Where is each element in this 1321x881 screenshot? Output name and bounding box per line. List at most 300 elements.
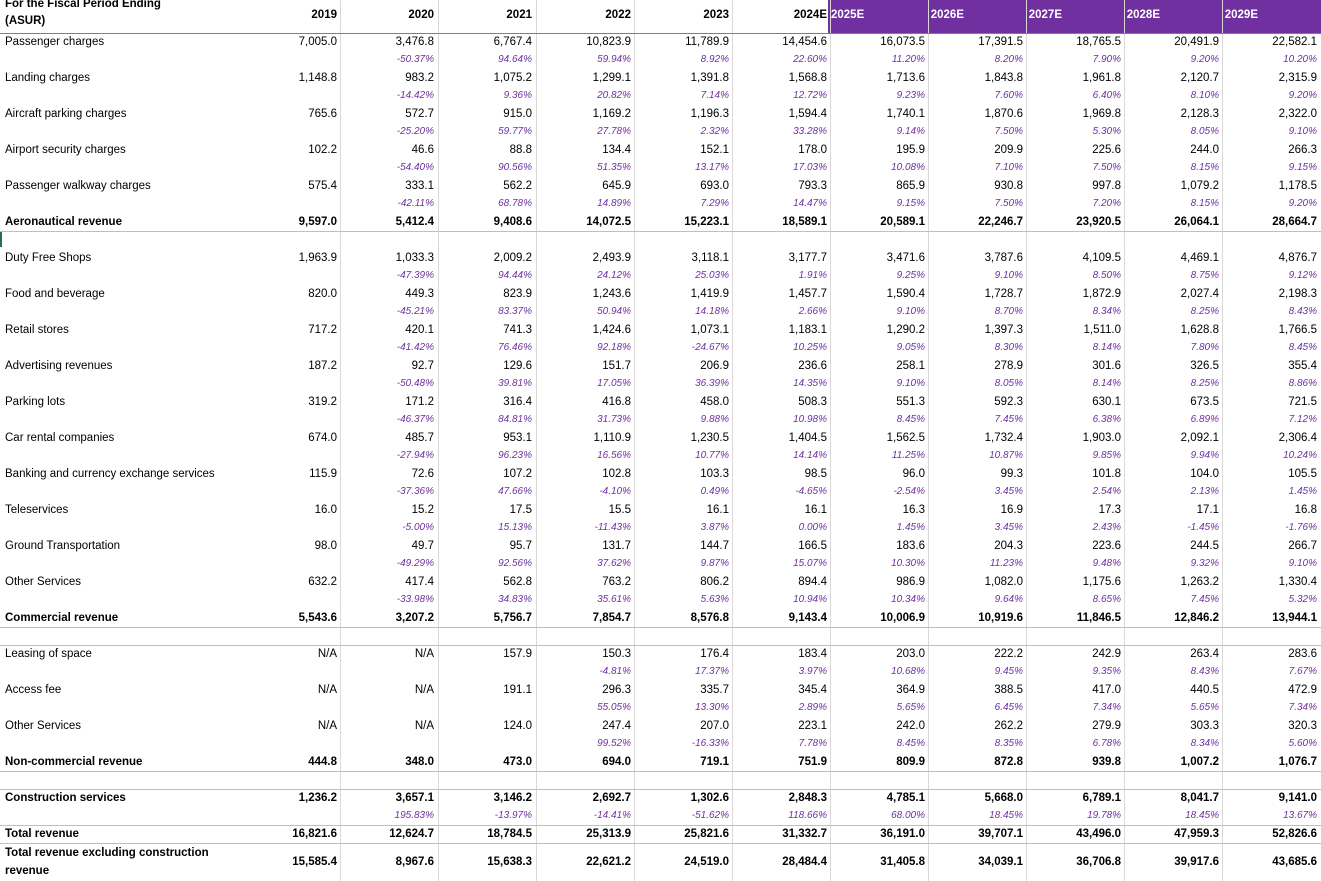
growth-cell[interactable]: 12.72%: [793, 90, 827, 101]
growth-cell[interactable]: 9.15%: [1288, 162, 1317, 173]
growth-cell[interactable]: 90.56%: [498, 162, 532, 173]
growth-cell[interactable]: -25.20%: [396, 126, 434, 137]
value-cell[interactable]: 12,846.2: [1174, 612, 1219, 624]
growth-cell[interactable]: 9.32%: [1190, 558, 1219, 569]
growth-cell[interactable]: 19.78%: [1087, 810, 1121, 821]
value-cell[interactable]: 1,628.8: [1180, 324, 1219, 336]
value-cell[interactable]: 14,454.6: [782, 36, 827, 48]
value-cell[interactable]: 416.8: [602, 396, 631, 408]
value-cell[interactable]: 562.8: [503, 576, 532, 588]
year-header[interactable]: 2026E: [930, 9, 964, 21]
value-cell[interactable]: 1,230.5: [690, 432, 729, 444]
growth-cell[interactable]: 31.73%: [597, 414, 631, 425]
growth-cell[interactable]: 7.45%: [1190, 594, 1219, 605]
value-cell[interactable]: 1,969.8: [1082, 108, 1121, 120]
value-cell[interactable]: 444.8: [308, 756, 337, 768]
value-cell[interactable]: 417.0: [1092, 684, 1121, 696]
value-cell[interactable]: 28,664.7: [1272, 216, 1317, 228]
growth-cell[interactable]: 2.13%: [1190, 486, 1219, 497]
value-cell[interactable]: 236.6: [798, 360, 827, 372]
value-cell[interactable]: 150.3: [602, 648, 631, 660]
value-cell[interactable]: 319.2: [308, 396, 337, 408]
growth-cell[interactable]: 15.13%: [498, 522, 532, 533]
value-cell[interactable]: 1,590.4: [886, 288, 925, 300]
value-cell[interactable]: 345.4: [798, 684, 827, 696]
growth-cell[interactable]: 9.20%: [1288, 198, 1317, 209]
growth-cell[interactable]: 9.10%: [896, 306, 925, 317]
value-cell[interactable]: 694.0: [602, 756, 631, 768]
growth-cell[interactable]: -1.76%: [1285, 522, 1317, 533]
growth-cell[interactable]: 94.44%: [498, 270, 532, 281]
value-cell[interactable]: 473.0: [503, 756, 532, 768]
value-cell[interactable]: 283.6: [1288, 648, 1317, 660]
value-cell[interactable]: 741.3: [503, 324, 532, 336]
growth-cell[interactable]: -51.62%: [691, 810, 729, 821]
value-cell[interactable]: 266.7: [1288, 540, 1317, 552]
value-cell[interactable]: 247.4: [602, 720, 631, 732]
growth-cell[interactable]: 9.94%: [1190, 450, 1219, 461]
value-cell[interactable]: 134.4: [602, 144, 631, 156]
value-cell[interactable]: 13,944.1: [1272, 612, 1317, 624]
value-cell[interactable]: 171.2: [405, 396, 434, 408]
value-cell[interactable]: 262.2: [994, 720, 1023, 732]
row-label[interactable]: Parking lots: [5, 396, 66, 408]
growth-cell[interactable]: 17.37%: [695, 666, 729, 677]
row-label[interactable]: Aeronautical revenue: [5, 216, 122, 228]
value-cell[interactable]: 4,876.7: [1278, 252, 1317, 264]
growth-cell[interactable]: 51.35%: [597, 162, 631, 173]
value-cell[interactable]: 485.7: [405, 432, 434, 444]
growth-cell[interactable]: 8.45%: [896, 414, 925, 425]
growth-cell[interactable]: -49.29%: [396, 558, 434, 569]
value-cell[interactable]: 1,302.6: [690, 792, 729, 804]
growth-cell[interactable]: 6.40%: [1092, 90, 1121, 101]
value-cell[interactable]: 1,740.1: [886, 108, 925, 120]
value-cell[interactable]: N/A: [317, 720, 337, 732]
value-cell[interactable]: 17,391.5: [978, 36, 1023, 48]
value-cell[interactable]: 1,175.6: [1082, 576, 1121, 588]
row-label[interactable]: Construction services: [5, 792, 126, 804]
value-cell[interactable]: 144.7: [700, 540, 729, 552]
growth-cell[interactable]: 10.87%: [989, 450, 1023, 461]
value-cell[interactable]: 3,118.1: [691, 252, 729, 264]
growth-cell[interactable]: -1.45%: [1187, 522, 1219, 533]
growth-cell[interactable]: 9.25%: [896, 270, 925, 281]
value-cell[interactable]: 316.4: [503, 396, 532, 408]
growth-cell[interactable]: 36.39%: [695, 378, 729, 389]
growth-cell[interactable]: 8.65%: [1092, 594, 1121, 605]
year-header[interactable]: 2020: [408, 9, 434, 21]
value-cell[interactable]: 187.2: [308, 360, 337, 372]
value-cell[interactable]: 36,191.0: [880, 828, 925, 840]
growth-cell[interactable]: 8.43%: [1288, 306, 1317, 317]
growth-cell[interactable]: 39.81%: [498, 378, 532, 389]
value-cell[interactable]: 440.5: [1190, 684, 1219, 696]
growth-cell[interactable]: 59.77%: [498, 126, 532, 137]
growth-cell[interactable]: -33.98%: [396, 594, 434, 605]
value-cell[interactable]: 16.1: [804, 504, 827, 516]
growth-cell[interactable]: 96.23%: [498, 450, 532, 461]
value-cell[interactable]: 1,075.2: [493, 72, 532, 84]
value-cell[interactable]: 1,076.7: [1278, 756, 1317, 768]
growth-cell[interactable]: -50.48%: [396, 378, 434, 389]
value-cell[interactable]: 326.5: [1190, 360, 1219, 372]
value-cell[interactable]: 1,178.5: [1278, 180, 1317, 192]
value-cell[interactable]: 630.1: [1092, 396, 1121, 408]
growth-cell[interactable]: 50.94%: [597, 306, 631, 317]
value-cell[interactable]: 206.9: [700, 360, 729, 372]
growth-cell[interactable]: 9.15%: [896, 198, 925, 209]
value-cell[interactable]: 23,920.5: [1076, 216, 1121, 228]
value-cell[interactable]: 1,148.8: [298, 72, 337, 84]
value-cell[interactable]: 2,120.7: [1180, 72, 1219, 84]
value-cell[interactable]: 279.9: [1092, 720, 1121, 732]
growth-cell[interactable]: 10.77%: [695, 450, 729, 461]
value-cell[interactable]: 364.9: [896, 684, 925, 696]
value-cell[interactable]: 721.5: [1288, 396, 1317, 408]
value-cell[interactable]: 1,397.3: [984, 324, 1023, 336]
row-label[interactable]: Landing charges: [5, 72, 91, 84]
value-cell[interactable]: 36,706.8: [1076, 856, 1121, 868]
value-cell[interactable]: 242.0: [896, 720, 925, 732]
growth-cell[interactable]: 9.88%: [700, 414, 729, 425]
growth-cell[interactable]: 9.36%: [503, 90, 532, 101]
growth-cell[interactable]: 8.86%: [1288, 378, 1317, 389]
value-cell[interactable]: 263.4: [1190, 648, 1219, 660]
value-cell[interactable]: 3,207.2: [395, 612, 434, 624]
growth-cell[interactable]: 2.43%: [1092, 522, 1121, 533]
value-cell[interactable]: 2,322.0: [1278, 108, 1317, 120]
value-cell[interactable]: N/A: [317, 648, 337, 660]
growth-cell[interactable]: 9.35%: [1092, 666, 1121, 677]
value-cell[interactable]: 16,073.5: [880, 36, 925, 48]
value-cell[interactable]: 98.5: [804, 468, 827, 480]
year-header[interactable]: 2024E: [793, 9, 827, 21]
growth-cell[interactable]: 8.50%: [1092, 270, 1121, 281]
value-cell[interactable]: 1,404.5: [788, 432, 827, 444]
value-cell[interactable]: 417.4: [405, 576, 434, 588]
value-cell[interactable]: 1,007.2: [1180, 756, 1219, 768]
growth-cell[interactable]: 14.35%: [793, 378, 827, 389]
growth-cell[interactable]: 94.64%: [498, 54, 532, 65]
growth-cell[interactable]: 55.05%: [597, 702, 631, 713]
growth-cell[interactable]: 8.70%: [994, 306, 1023, 317]
value-cell[interactable]: 1,713.6: [886, 72, 925, 84]
value-cell[interactable]: 296.3: [602, 684, 631, 696]
growth-cell[interactable]: 7.90%: [1092, 54, 1121, 65]
growth-cell[interactable]: 3.45%: [994, 522, 1023, 533]
value-cell[interactable]: 28,484.4: [782, 856, 827, 868]
value-cell[interactable]: 102.2: [308, 144, 337, 156]
growth-cell[interactable]: 10.94%: [793, 594, 827, 605]
value-cell[interactable]: 14,072.5: [586, 216, 631, 228]
growth-cell[interactable]: 13.67%: [1283, 810, 1317, 821]
value-cell[interactable]: 355.4: [1288, 360, 1317, 372]
value-cell[interactable]: 1,391.8: [690, 72, 729, 84]
value-cell[interactable]: 178.0: [798, 144, 827, 156]
value-cell[interactable]: 258.1: [896, 360, 925, 372]
value-cell[interactable]: 3,177.7: [788, 252, 827, 264]
growth-cell[interactable]: 8.35%: [994, 738, 1023, 749]
growth-cell[interactable]: 7.50%: [994, 198, 1023, 209]
growth-cell[interactable]: 9.20%: [1190, 54, 1219, 65]
value-cell[interactable]: 17.1: [1196, 504, 1219, 516]
growth-cell[interactable]: 18.45%: [1185, 810, 1219, 821]
value-cell[interactable]: 15,223.1: [684, 216, 729, 228]
growth-cell[interactable]: 10.24%: [1283, 450, 1317, 461]
growth-cell[interactable]: -13.97%: [494, 810, 532, 821]
value-cell[interactable]: 693.0: [700, 180, 729, 192]
value-cell[interactable]: 5,412.4: [395, 216, 434, 228]
value-cell[interactable]: 131.7: [602, 540, 631, 552]
growth-cell[interactable]: 17.03%: [793, 162, 827, 173]
growth-cell[interactable]: 8.75%: [1190, 270, 1219, 281]
growth-cell[interactable]: 20.82%: [597, 90, 631, 101]
value-cell[interactable]: 674.0: [308, 432, 337, 444]
value-cell[interactable]: 1,110.9: [593, 432, 631, 444]
value-cell[interactable]: 320.3: [1288, 720, 1317, 732]
value-cell[interactable]: 17.3: [1098, 504, 1121, 516]
value-cell[interactable]: 10,006.9: [880, 612, 925, 624]
value-cell[interactable]: 25,821.6: [684, 828, 729, 840]
value-cell[interactable]: 8,967.6: [395, 856, 434, 868]
growth-cell[interactable]: -4.81%: [599, 666, 631, 677]
value-cell[interactable]: 115.9: [309, 468, 337, 480]
row-label[interactable]: Advertising revenues: [5, 360, 113, 372]
growth-cell[interactable]: 7.50%: [994, 126, 1023, 137]
value-cell[interactable]: 6,789.1: [1082, 792, 1121, 804]
value-cell[interactable]: 244.5: [1190, 540, 1219, 552]
value-cell[interactable]: 2,692.7: [592, 792, 631, 804]
growth-cell[interactable]: 5.30%: [1092, 126, 1121, 137]
growth-cell[interactable]: 8.34%: [1190, 738, 1219, 749]
value-cell[interactable]: 266.3: [1288, 144, 1317, 156]
growth-cell[interactable]: 9.05%: [896, 342, 925, 353]
value-cell[interactable]: 420.1: [405, 324, 434, 336]
year-header[interactable]: 2029E: [1224, 9, 1258, 21]
growth-cell[interactable]: 8.25%: [1190, 306, 1219, 317]
growth-cell[interactable]: 8.15%: [1190, 198, 1219, 209]
value-cell[interactable]: 2,027.4: [1180, 288, 1219, 300]
growth-cell[interactable]: 68.00%: [891, 810, 925, 821]
growth-cell[interactable]: 6.89%: [1190, 414, 1219, 425]
value-cell[interactable]: 348.0: [405, 756, 434, 768]
growth-cell[interactable]: 15.07%: [793, 558, 827, 569]
value-cell[interactable]: 15.5: [608, 504, 631, 516]
value-cell[interactable]: 809.9: [896, 756, 925, 768]
value-cell[interactable]: 4,785.1: [886, 792, 925, 804]
growth-cell[interactable]: 3.45%: [994, 486, 1023, 497]
growth-cell[interactable]: 76.46%: [498, 342, 532, 353]
growth-cell[interactable]: 11.23%: [989, 558, 1023, 569]
value-cell[interactable]: 4,109.5: [1082, 252, 1121, 264]
value-cell[interactable]: 1,169.2: [592, 108, 631, 120]
row-label[interactable]: Other Services: [5, 720, 82, 732]
value-cell[interactable]: 4,469.1: [1180, 252, 1219, 264]
growth-cell[interactable]: 6.45%: [994, 702, 1023, 713]
value-cell[interactable]: 939.8: [1092, 756, 1121, 768]
value-cell[interactable]: 98.0: [314, 540, 337, 552]
value-cell[interactable]: 592.3: [994, 396, 1023, 408]
value-cell[interactable]: 1,243.6: [592, 288, 631, 300]
value-cell[interactable]: 1,419.9: [690, 288, 729, 300]
value-cell[interactable]: 204.3: [994, 540, 1023, 552]
value-cell[interactable]: 17.5: [509, 504, 532, 516]
growth-cell[interactable]: 7.29%: [700, 198, 729, 209]
value-cell[interactable]: 49.7: [411, 540, 434, 552]
value-cell[interactable]: 793.3: [798, 180, 827, 192]
growth-cell[interactable]: 2.66%: [798, 306, 827, 317]
growth-cell[interactable]: 11.25%: [891, 450, 925, 461]
growth-cell[interactable]: 0.49%: [700, 486, 729, 497]
value-cell[interactable]: 673.5: [1190, 396, 1219, 408]
value-cell[interactable]: N/A: [414, 684, 434, 696]
growth-cell[interactable]: 9.14%: [896, 126, 925, 137]
year-header[interactable]: 2023: [703, 9, 729, 21]
row-label[interactable]: Passenger charges: [5, 36, 105, 48]
growth-cell[interactable]: 3.87%: [700, 522, 729, 533]
growth-cell[interactable]: 13.30%: [695, 702, 729, 713]
value-cell[interactable]: 25,313.9: [586, 828, 631, 840]
value-cell[interactable]: 1,732.4: [984, 432, 1023, 444]
value-cell[interactable]: 765.6: [308, 108, 337, 120]
row-label[interactable]: Ground Transportation: [5, 540, 121, 552]
growth-cell[interactable]: 7.10%: [994, 162, 1023, 173]
value-cell[interactable]: 2,306.4: [1278, 432, 1317, 444]
value-cell[interactable]: 39,707.1: [978, 828, 1023, 840]
value-cell[interactable]: 20,491.9: [1174, 36, 1219, 48]
value-cell[interactable]: 20,589.1: [880, 216, 925, 228]
growth-cell[interactable]: 22.60%: [793, 54, 827, 65]
value-cell[interactable]: 1,562.5: [886, 432, 925, 444]
growth-cell[interactable]: 5.60%: [1288, 738, 1317, 749]
value-cell[interactable]: 152.1: [700, 144, 729, 156]
growth-cell[interactable]: 9.12%: [1288, 270, 1317, 281]
value-cell[interactable]: 983.2: [405, 72, 434, 84]
value-cell[interactable]: 1,299.1: [592, 72, 631, 84]
growth-cell[interactable]: 14.18%: [695, 306, 729, 317]
value-cell[interactable]: 34,039.1: [978, 856, 1023, 868]
value-cell[interactable]: 16.1: [706, 504, 729, 516]
value-cell[interactable]: 183.4: [798, 648, 827, 660]
value-cell[interactable]: 203.0: [896, 648, 925, 660]
value-cell[interactable]: 72.6: [411, 468, 434, 480]
value-cell[interactable]: 5,756.7: [493, 612, 532, 624]
value-cell[interactable]: 107.2: [503, 468, 532, 480]
growth-cell[interactable]: 1.45%: [1288, 486, 1317, 497]
growth-cell[interactable]: 92.56%: [498, 558, 532, 569]
year-header[interactable]: 2022: [605, 9, 631, 21]
value-cell[interactable]: 39,917.6: [1174, 856, 1219, 868]
value-cell[interactable]: 1,963.9: [298, 252, 337, 264]
growth-cell[interactable]: 33.28%: [793, 126, 827, 137]
value-cell[interactable]: 225.6: [1092, 144, 1121, 156]
value-cell[interactable]: 335.7: [700, 684, 729, 696]
row-label[interactable]: Retail stores: [5, 324, 69, 336]
growth-cell[interactable]: -4.10%: [599, 486, 631, 497]
value-cell[interactable]: 10,823.9: [586, 36, 631, 48]
value-cell[interactable]: 9,141.0: [1278, 792, 1317, 804]
growth-cell[interactable]: 10.98%: [793, 414, 827, 425]
growth-cell[interactable]: 2.32%: [700, 126, 729, 137]
growth-cell[interactable]: 8.92%: [700, 54, 729, 65]
growth-cell[interactable]: 59.94%: [597, 54, 631, 65]
value-cell[interactable]: 129.6: [503, 360, 532, 372]
growth-cell[interactable]: 10.25%: [793, 342, 827, 353]
growth-cell[interactable]: 14.47%: [793, 198, 827, 209]
growth-cell[interactable]: 13.17%: [695, 162, 729, 173]
value-cell[interactable]: 1,457.7: [788, 288, 827, 300]
growth-cell[interactable]: 7.60%: [994, 90, 1023, 101]
growth-cell[interactable]: -4.65%: [795, 486, 827, 497]
growth-cell[interactable]: 2.54%: [1092, 486, 1121, 497]
value-cell[interactable]: 2,009.2: [493, 252, 532, 264]
growth-cell[interactable]: 9.10%: [994, 270, 1023, 281]
value-cell[interactable]: 572.7: [405, 108, 434, 120]
value-cell[interactable]: 183.6: [896, 540, 925, 552]
row-label[interactable]: Leasing of space: [5, 648, 92, 660]
row-label[interactable]: Total revenue excluding construction: [5, 847, 209, 859]
value-cell[interactable]: 104.0: [1190, 468, 1219, 480]
growth-cell[interactable]: 6.78%: [1092, 738, 1121, 749]
value-cell[interactable]: 823.9: [503, 288, 532, 300]
value-cell[interactable]: 22,246.7: [978, 216, 1023, 228]
growth-cell[interactable]: 24.12%: [597, 270, 631, 281]
value-cell[interactable]: 52,826.6: [1272, 828, 1317, 840]
row-label[interactable]: Banking and currency exchange services: [5, 468, 215, 480]
growth-cell[interactable]: 5.65%: [896, 702, 925, 713]
value-cell[interactable]: 88.8: [509, 144, 532, 156]
value-cell[interactable]: 157.9: [503, 648, 532, 660]
value-cell[interactable]: 222.2: [994, 648, 1023, 660]
value-cell[interactable]: 508.3: [798, 396, 827, 408]
value-cell[interactable]: 3,146.2: [493, 792, 532, 804]
value-cell[interactable]: 1,870.6: [984, 108, 1023, 120]
growth-cell[interactable]: 9.45%: [994, 666, 1023, 677]
growth-cell[interactable]: 68.78%: [498, 198, 532, 209]
value-cell[interactable]: 15,585.4: [292, 856, 337, 868]
value-cell[interactable]: 872.8: [994, 756, 1023, 768]
value-cell[interactable]: 3,787.6: [984, 252, 1023, 264]
value-cell[interactable]: 2,493.9: [592, 252, 631, 264]
value-cell[interactable]: 244.0: [1190, 144, 1219, 156]
growth-cell[interactable]: 8.45%: [896, 738, 925, 749]
row-label[interactable]: Other Services: [5, 576, 82, 588]
value-cell[interactable]: 16.3: [902, 504, 925, 516]
row-label[interactable]: Duty Free Shops: [5, 252, 92, 264]
value-cell[interactable]: 1,424.6: [592, 324, 631, 336]
value-cell[interactable]: 18,765.5: [1076, 36, 1121, 48]
value-cell[interactable]: 820.0: [308, 288, 337, 300]
value-cell[interactable]: 6,767.4: [493, 36, 532, 48]
year-header[interactable]: 2019: [311, 9, 337, 21]
growth-cell[interactable]: 7.34%: [1288, 702, 1317, 713]
year-header[interactable]: 2028E: [1126, 9, 1160, 21]
growth-cell[interactable]: 9.23%: [896, 90, 925, 101]
growth-cell[interactable]: 27.78%: [597, 126, 631, 137]
value-cell[interactable]: 12,624.7: [389, 828, 434, 840]
growth-cell[interactable]: 8.15%: [1190, 162, 1219, 173]
value-cell[interactable]: 43,496.0: [1076, 828, 1121, 840]
growth-cell[interactable]: 10.30%: [891, 558, 925, 569]
growth-cell[interactable]: 5.32%: [1288, 594, 1317, 605]
growth-cell[interactable]: 8.10%: [1190, 90, 1219, 101]
value-cell[interactable]: 9,143.4: [788, 612, 827, 624]
growth-cell[interactable]: 10.20%: [1283, 54, 1317, 65]
value-cell[interactable]: 865.9: [896, 180, 925, 192]
row-label[interactable]: Passenger walkway charges: [5, 180, 151, 192]
value-cell[interactable]: 18,589.1: [782, 216, 827, 228]
